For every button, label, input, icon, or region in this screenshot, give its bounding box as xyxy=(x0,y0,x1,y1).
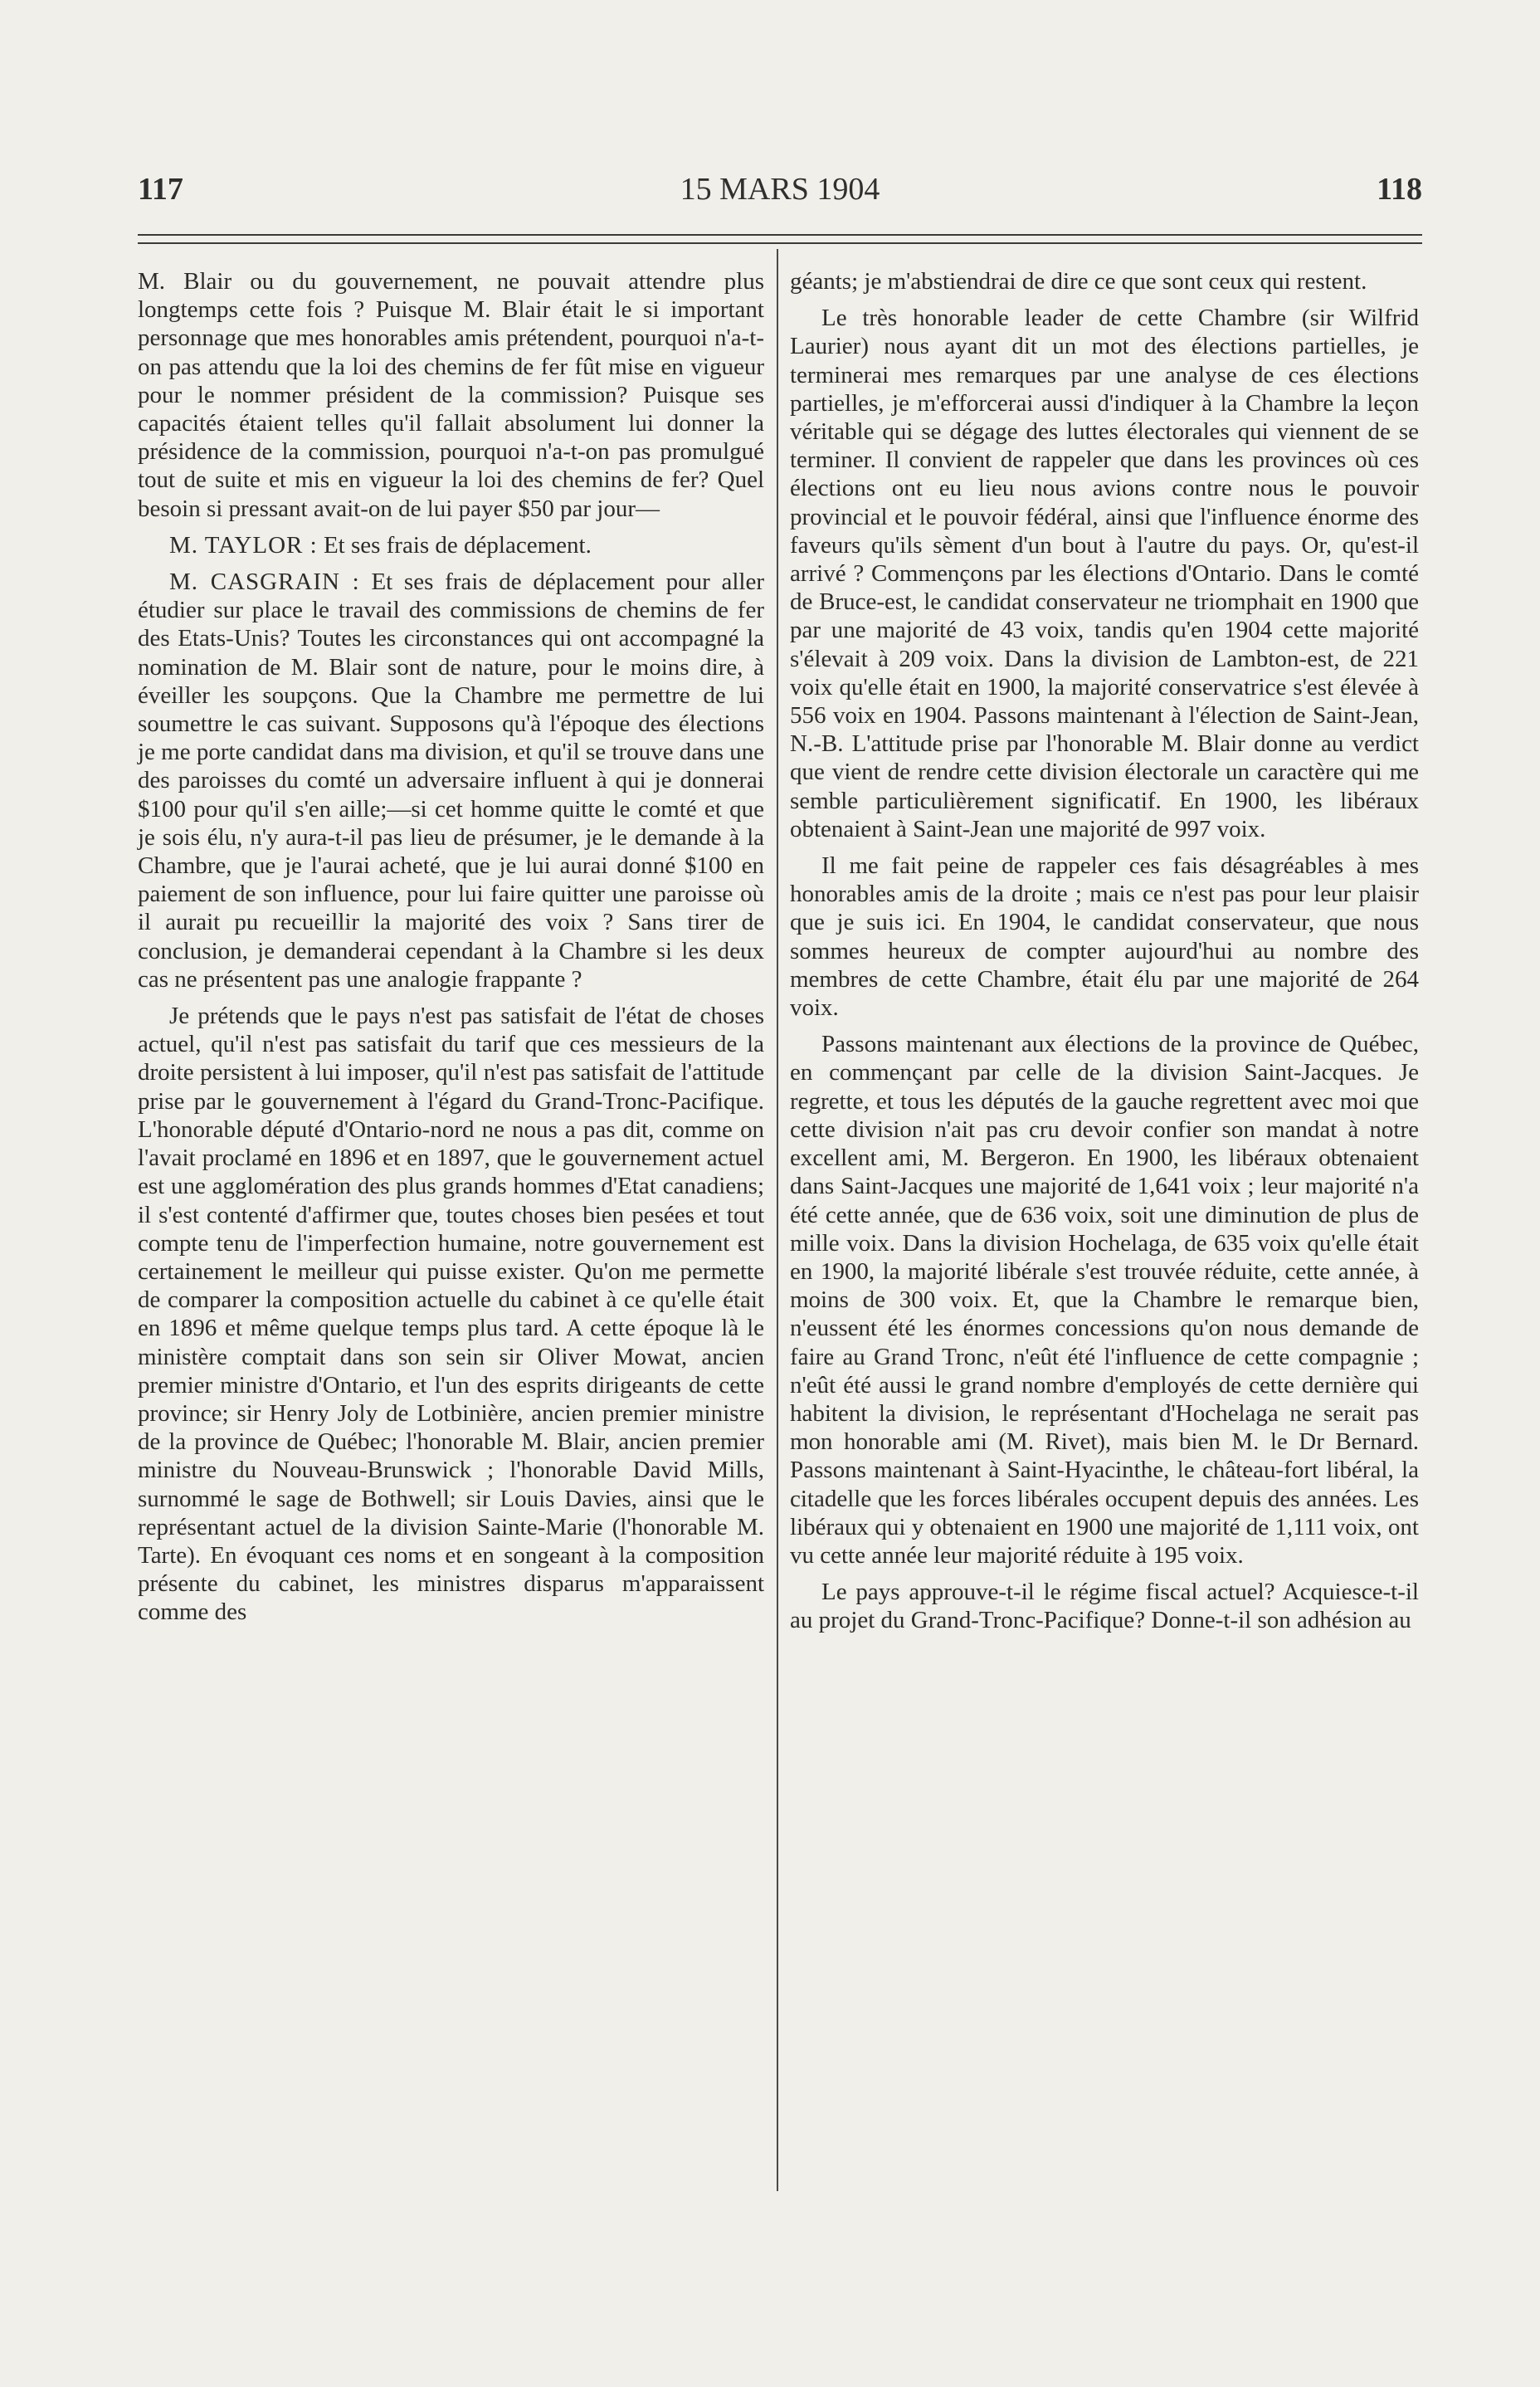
speaker-name: M. CASGRAIN : xyxy=(169,569,360,596)
left-paragraph-2 xyxy=(138,531,764,559)
header-date: 15 MARS 1904 xyxy=(680,172,880,207)
right-paragraph-2: Le très honorable leader de cette Chambre (sir Wilfrid Laurier) nous ayant dit un mot des élections partielles, je terminerai mes remarques par une analyse de ces élections partielles, je m'efforcerai aussi d'indiquer à la Chambre la leçon véritable qui se dégage des luttes électorales qui viennent de se terminer. Il convient de rappeler que dans les provinces où ces élections ont eu lieu nous avions contre nous le pouvoir provincial et le pouvoir fédéral, ainsi que l'influence énorme des faveurs qu'ils sèment d'un bout à l'autre du pays. Or, qu'est-il arrivé ? Commençons par les élections d'Ontario. Dans le comté de Bruce-est, le candidat conservateur ne triomphait en 1900 que par une majorité de 43 voix, tandis qu'en 1904 cette majorité s'élevait à 209 voix. Dans la division de Lambton-est, de 221 voix qu'elle était en 1900, la majorité conservatrice s'est élevée à 556 voix en 1904. Passons maintenant à l'élection de Saint-Jean, N.-B. L'attitude prise par l'honorable M. Blair donne au verdict que vient de rendre cette division électorale un caractère qui me semble particulièrement significatif. En 1900, les libéraux obtenaient à Saint-Jean une majorité de 997 voix. xyxy=(790,305,1419,842)
right-paragraph-1: géants; je m'abstiendrai de dire ce que sont ceux qui restent. xyxy=(790,268,1367,295)
page-header xyxy=(138,171,1422,221)
speech-text: Et ses frais de déplacement pour aller étudier sur place le travail des commissions de chemins de fer des Etats-Unis? Toutes les circonstances qui ont accompagné la nomination de M. Blair sont de nature, pour le moins dire, à éveiller les soupçons. Que la Chambre me permettre de lui soumettre le cas suivant. Supposons qu'à l'époque des élections je me porte candidat dans ma division, et qu'il se trouve dans une des paroisses du comté un adversaire influent à qui je donnerai $100 pour qu'il s'en aille;—si cet homme quitte le comté et que je sois élu, n'y aura-t-il pas lieu de présumer, je le demande à la Chambre, que je l'aurai acheté, que je lui aurai donné $100 en paiement de son influence, pour lui faire quitter une paroisse où il aurait pu recueillir la majorité des voix ? Sans tirer de conclusion, je demanderai cependant à la Chambre si les deux cas ne présentent pas une analogie frappante ? xyxy=(138,569,765,993)
header-rule-top xyxy=(138,234,1422,236)
right-paragraph-5: Le pays approuve-t-il le régime fiscal actuel? Acquiesce-t-il au projet du Grand-Tronc-Pacifique? Donne-t-il son adhésion au xyxy=(790,1579,1419,1634)
right-page-number: 118 xyxy=(1377,172,1422,207)
speech-text: Et ses frais de déplacement. xyxy=(317,531,592,559)
left-page-number: 117 xyxy=(138,172,183,207)
column-divider xyxy=(777,249,778,2191)
speaker-name: M. TAYLOR : xyxy=(169,531,318,559)
left-paragraph-1: M. Blair ou du gouvernement, ne pouvait attendre plus longtemps cette fois ? Puisque M. Blair était le si important personnage que mes honorables amis prétendent, pourquoi n'a-t-on pas attendu que la loi des chemins de fer fût mise en vigueur pour le nommer président de la commission? Puisque ses capacités étaient telles qu'il fallait absolument lui donner la présidence de la commission, pourquoi n'a-t-on pas promulgué tout de suite et mis en vigueur la loi des chemins de fer? Quel besoin si pressant avait-on de lui payer $50 par jour— xyxy=(138,268,764,522)
left-column xyxy=(138,267,764,1635)
right-column xyxy=(790,267,1419,1643)
right-paragraph-3: Il me fait peine de rappeler ces fais désagréables à mes honorables amis de la droite ; mais ce n'est pas pour leur plaisir que je suis ici. En 1904, le candidat conservateur, que nous sommes heureux de compter aujourd'hui au nombre des membres de cette Chambre, était élu par une majorité de 264 voix. xyxy=(790,852,1419,1022)
left-paragraph-3 xyxy=(138,568,764,993)
header-rule-bottom xyxy=(138,242,1422,244)
right-paragraph-4: Passons maintenant aux élections de la province de Québec, en commençant par celle de la division Saint-Jacques. Je regrette, et tous les députés de la gauche regrettent avec moi que cette division n'ait pas cru devoir confier son mandat à notre excellent ami, M. Bergeron. En 1900, les libéraux obtenaient dans Saint-Jacques une majorité de 1,641 voix ; leur majorité n'a été cette année, que de 636 voix, soit une diminution de plus de mille voix. Dans la division Hochelaga, de 635 voix qu'elle était en 1900, la majorité libérale s'est trouvée réduite, cette année, à moins de 300 voix. Et, que la Chambre le remarque bien, n'eussent été les énormes concessions qu'on nous demande de faire au Grand Tronc, n'eût été l'influence de cette compagnie ; n'eût été aussi le grand nombre d'employés de cette dernière qui habitent la division, le représentant d'Hochelaga ne serait pas mon honorable ami (M. Rivet), mais bien M. le Dr Bernard. Passons maintenant à Saint-Hyacinthe, le château-fort libéral, la citadelle que les forces libérales occupent depuis des années. Les libéraux qui y obtenaient en 1900 une majorité de 1,111 voix, ont vu cette année leur majorité réduite à 195 voix. xyxy=(790,1031,1419,1569)
left-paragraph-4: Je prétends que le pays n'est pas satisfait de l'état de choses actuel, qu'il n'est pas satisfait du tarif que ces messieurs de la droite persistent à lui imposer, qu'il n'est pas satisfait de l'attitude prise par le gouvernement à l'égard du Grand-Tronc-Pacifique. L'honorable député d'Ontario-nord ne nous a pas dit, comme on l'avait proclamé en 1896 et en 1897, que le gouvernement actuel est une agglomération des plus grands hommes d'Etat canadiens; il s'est contenté d'affirmer que, toutes choses bien pesées et tout compte tenu de l'imperfection humaine, notre gouvernement est certainement le meilleur qui puisse exister. Qu'on me permette de comparer la composition actuelle du cabinet à ce qu'elle était en 1896 et même quelque temps plus tard. A cette époque là le ministère comptait dans son sein sir Oliver Mowat, ancien premier ministre d'Ontario, et l'un des esprits dirigeants de cette province; sir Henry Joly de Lotbinière, ancien premier ministre de la province de Québec; l'honorable M. Blair, ancien premier ministre du Nouveau-Brunswick ; l'honorable David Mills, surnommé le sage de Bothwell; sir Louis Davies, ainsi que le représentant actuel de la division Sainte-Marie (l'honorable M. Tarte). En évoquant ces noms et en songeant à la composition présente du cabinet, les ministres disparus m'apparaissent comme des xyxy=(138,1003,764,1626)
